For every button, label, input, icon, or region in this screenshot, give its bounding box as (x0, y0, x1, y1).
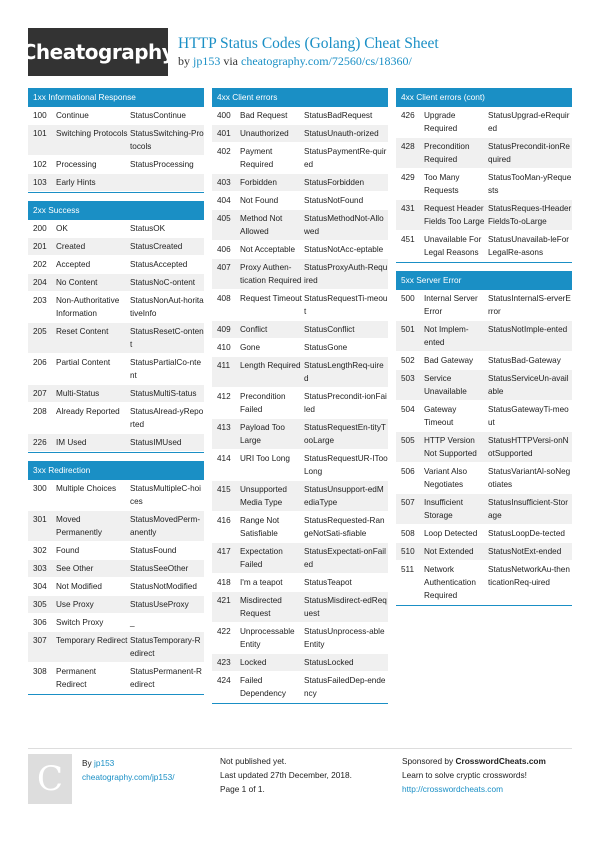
status-section (396, 271, 572, 606)
status-name: Bad Request (240, 111, 288, 120)
go-constant: StatusReques-tHeaderFieldsTo-oLarge (488, 204, 572, 226)
table-row (396, 231, 572, 262)
go-constant: StatusInsufficient-Storage (488, 498, 568, 520)
go-constant: StatusProxyAuth-Required (304, 263, 388, 285)
status-code: 400 (217, 111, 231, 120)
status-name: Misdirected Request (240, 596, 282, 618)
go-constant: StatusNotImple-ented (488, 325, 568, 334)
go-constant: StatusMovedPerm-anently (130, 515, 201, 537)
status-name: Internal Server Error (424, 294, 478, 316)
go-constant: StatusLoopDe-tected (488, 529, 565, 538)
section-divider (28, 192, 204, 193)
status-code: 451 (401, 235, 415, 244)
section-divider (396, 262, 572, 263)
status-name: Not Modified (56, 582, 102, 591)
column-3 (396, 88, 572, 614)
table-row (212, 574, 388, 592)
status-name: Locked (240, 658, 267, 667)
status-code: 405 (217, 214, 231, 223)
table-row (396, 432, 572, 463)
status-name: Created (56, 242, 86, 251)
table-row (396, 525, 572, 543)
go-constant: StatusLocked (304, 658, 354, 667)
status-name: Variant Also Negotiates (424, 467, 468, 489)
table-row (212, 450, 388, 481)
go-constant: StatusMultipleC-hoices (130, 484, 201, 506)
table-row (28, 256, 204, 274)
table-row (212, 174, 388, 192)
status-name: Early Hints (56, 178, 96, 187)
status-code: 409 (217, 325, 231, 334)
go-constant: StatusNetworkAu-thenticationReq-uired (488, 565, 570, 587)
table-row (28, 663, 204, 694)
table-row (212, 259, 388, 290)
table-row (396, 352, 572, 370)
go-constant (128, 176, 204, 189)
status-name: URI Too Long (240, 454, 290, 463)
status-code: 301 (33, 515, 47, 524)
status-name: Partial Content (56, 358, 111, 367)
table-row (212, 481, 388, 512)
table-row (212, 654, 388, 672)
go-constant: StatusMultiS-tatus (130, 389, 197, 398)
table-row (396, 169, 572, 200)
page-footer (28, 748, 572, 808)
page-number: Page 1 of 1. (220, 784, 265, 794)
go-constant: StatusTemporary-Redirect (130, 636, 201, 658)
footer-author-url[interactable]: cheatography.com/jp153/ (82, 772, 175, 782)
table-row (28, 238, 204, 256)
status-name: Service Unavailable (424, 374, 467, 396)
go-constant: StatusNotModified (130, 582, 197, 591)
by-prefix: by (178, 54, 193, 68)
section-header: 2xx Success (28, 201, 204, 220)
status-name: Range Not Satisfiable (240, 516, 280, 538)
go-constant: StatusUpgrad-eRequired (488, 111, 570, 133)
status-code: 407 (217, 263, 231, 272)
status-name: Payment Required (240, 147, 274, 169)
status-code: 204 (33, 278, 47, 287)
status-name: Not Implem-ented (424, 325, 469, 347)
status-name: Loop Detected (424, 529, 478, 538)
status-name: I'm a teapot (240, 578, 283, 587)
go-constant: StatusFound (130, 546, 177, 555)
status-code: 304 (33, 582, 47, 591)
status-code: 431 (401, 204, 415, 213)
status-code: 202 (33, 260, 47, 269)
table-row (212, 107, 388, 125)
status-section (28, 88, 204, 193)
go-constant: StatusHTTPVersi-onNotSupported (488, 436, 569, 458)
status-name: Gateway Timeout (424, 405, 457, 427)
table-row (396, 561, 572, 605)
go-constant: StatusNotExt-ended (488, 547, 562, 556)
table-row (212, 512, 388, 543)
status-name: Failed Dependency (240, 676, 286, 698)
status-section (28, 201, 204, 453)
section-header: 4xx Client errors (212, 88, 388, 107)
status-code: 404 (217, 196, 231, 205)
table-row (28, 560, 204, 578)
go-constant: StatusUnprocess-ableEntity (304, 627, 385, 649)
status-code: 511 (401, 565, 415, 574)
section-divider (28, 694, 204, 695)
table-row (28, 511, 204, 542)
table-row (396, 463, 572, 494)
section-header: 5xx Server Error (396, 271, 572, 290)
go-constant: StatusUnavailab-leForLegalRe-asons (488, 235, 570, 257)
table-row (28, 578, 204, 596)
table-row (396, 290, 572, 321)
status-code: 205 (33, 327, 47, 336)
status-code: 424 (217, 676, 231, 685)
go-constant: StatusResetC-ontent (130, 327, 204, 349)
go-constant: StatusLengthReq-uired (304, 361, 384, 383)
status-code: 501 (401, 325, 415, 334)
table-row (212, 419, 388, 450)
go-constant: StatusMethodNot-Allowed (304, 214, 384, 236)
table-row (28, 125, 204, 156)
status-name: Use Proxy (56, 600, 94, 609)
go-constant: StatusPrecondit-ionFailed (304, 392, 387, 414)
status-name: OK (56, 224, 68, 233)
status-code: 306 (33, 618, 47, 627)
status-code: 102 (33, 160, 47, 169)
sheet-url-link[interactable]: cheatography.com/72560/cs/18360/ (241, 54, 412, 68)
status-code: 305 (33, 600, 47, 609)
table-row (28, 614, 204, 632)
go-constant: StatusNotFound (304, 196, 364, 205)
table-row (28, 632, 204, 663)
table-row (396, 370, 572, 401)
go-constant: StatusOK (130, 224, 166, 233)
go-constant: StatusVariantAl-soNegotiates (488, 467, 571, 489)
table-row (212, 241, 388, 259)
table-row (28, 596, 204, 614)
section-divider (212, 703, 388, 704)
go-constant: StatusTooMan-yRequests (488, 173, 572, 195)
status-name: IM Used (56, 438, 87, 447)
status-code: 417 (217, 547, 231, 556)
table-row (212, 321, 388, 339)
published-status: Not published yet. (220, 756, 287, 766)
status-code: 416 (217, 516, 231, 525)
footer-author-link[interactable]: jp153 (94, 758, 115, 768)
sponsor-name: CrosswordCheats.com (455, 756, 546, 766)
go-constant: StatusUnsupport-edMediaType (304, 485, 384, 507)
footer-status (220, 754, 352, 796)
status-code: 412 (217, 392, 231, 401)
go-constant: StatusForbidden (304, 178, 365, 187)
table-row (28, 403, 204, 434)
go-constant: StatusPrecondit-ionRequired (488, 142, 570, 164)
footer-author (28, 754, 204, 804)
status-name: Upgrade Required (424, 111, 458, 133)
status-code: 103 (33, 178, 47, 187)
table-row (28, 174, 204, 192)
section-divider (396, 605, 572, 606)
status-name: Gone (240, 343, 261, 352)
go-constant: StatusInternalS-erverError (488, 294, 571, 316)
table-row (212, 210, 388, 241)
status-code: 100 (33, 111, 47, 120)
go-constant: StatusGatewayTi-meout (488, 405, 569, 427)
go-constant: StatusAccepted (130, 260, 188, 269)
status-name: Method Not Allowed (240, 214, 283, 236)
status-name: Not Acceptable (240, 245, 296, 254)
byline (178, 53, 439, 69)
status-name: Found (56, 546, 80, 555)
section-divider (28, 452, 204, 453)
go-constant: StatusIMUsed (130, 438, 182, 447)
status-code: 406 (217, 245, 231, 254)
status-name: Precondition Failed (240, 392, 286, 414)
status-name: Conflict (240, 325, 268, 334)
status-code: 423 (217, 658, 231, 667)
status-code: 510 (401, 547, 415, 556)
status-name: Multi-Status (56, 389, 100, 398)
status-code: 429 (401, 173, 415, 182)
go-constant: StatusUnauth-orized (304, 129, 379, 138)
sponsor-prefix: Sponsored by (402, 756, 456, 766)
status-code: 201 (33, 242, 47, 251)
status-code: 428 (401, 142, 415, 151)
status-name: Moved Permanently (56, 515, 102, 537)
status-code: 402 (217, 147, 231, 156)
status-code: 401 (217, 129, 231, 138)
status-name: Insufficient Storage (424, 498, 463, 520)
status-name: Not Extended (424, 547, 474, 556)
status-name: HTTP Version Not Supported (424, 436, 477, 458)
status-name: Forbidden (240, 178, 277, 187)
status-code: 508 (401, 529, 415, 538)
section-header: 4xx Client errors (cont) (396, 88, 572, 107)
status-name: Switch Proxy (56, 618, 104, 627)
author-link[interactable]: jp153 (193, 54, 221, 68)
go-constant: StatusTeapot (304, 578, 352, 587)
status-name: Accepted (56, 260, 91, 269)
go-constant: StatusPermanent-Redirect (130, 667, 202, 689)
page-title: HTTP Status Codes (Golang) Cheat Sheet (178, 35, 439, 52)
sponsor-tagline: Learn to solve cryptic crosswords! (402, 770, 527, 780)
status-code: 503 (401, 374, 415, 383)
go-constant: StatusPartialCo-ntent (130, 358, 201, 380)
status-name: Request Timeout (240, 294, 302, 303)
go-constant: StatusFailedDep-endency (304, 676, 386, 698)
table-row (212, 592, 388, 623)
status-name: Unsupported Media Type (240, 485, 287, 507)
table-row (28, 354, 204, 385)
table-row (28, 292, 204, 323)
go-constant: StatusGone (304, 343, 348, 352)
status-name: Permanent Redirect (56, 667, 97, 689)
table-row (212, 125, 388, 143)
go-constant: StatusUseProxy (130, 600, 189, 609)
table-row (396, 321, 572, 352)
status-name: Network Authentication Required (424, 565, 476, 600)
go-constant: StatusContinue (130, 111, 186, 120)
go-constant: StatusBadRequest (304, 111, 373, 120)
go-constant: StatusRequestUR-ITooLong (304, 454, 388, 476)
table-row (212, 672, 388, 703)
table-row (212, 290, 388, 321)
section-header: 1xx Informational Response (28, 88, 204, 107)
status-code: 421 (217, 596, 231, 605)
table-row (212, 543, 388, 574)
go-constant: StatusMisdirect-edRequest (304, 596, 387, 618)
section-header: 3xx Redirection (28, 461, 204, 480)
table-row (212, 339, 388, 357)
status-code: 504 (401, 405, 415, 414)
status-name: Already Reported (56, 407, 120, 416)
table-row (396, 107, 572, 138)
footer-by-label: By (82, 758, 94, 768)
go-constant: StatusExpectati-onFailed (304, 547, 386, 569)
go-constant: StatusConflict (304, 325, 355, 334)
table-row (28, 385, 204, 403)
status-code: 411 (217, 361, 231, 370)
status-code: 415 (217, 485, 231, 494)
go-constant: StatusProcessing (130, 160, 194, 169)
status-name: Proxy Authen-tication Required (240, 263, 302, 285)
status-code: 303 (33, 564, 47, 573)
page-header (21, 28, 572, 76)
table-row (396, 494, 572, 525)
status-name: Unprocessable Entity (240, 627, 295, 649)
status-section (212, 88, 388, 704)
status-code: 500 (401, 294, 415, 303)
status-code: 226 (33, 438, 47, 447)
table-row (212, 357, 388, 388)
status-code: 410 (217, 343, 231, 352)
status-code: 418 (217, 578, 231, 587)
status-code: 203 (33, 296, 47, 305)
go-constant: StatusRequestEn-tityTooLarge (304, 423, 386, 445)
status-code: 208 (33, 407, 47, 416)
status-name: Too Many Requests (424, 173, 460, 195)
sponsor-link[interactable]: http://crosswordcheats.com (402, 784, 503, 794)
status-code: 414 (217, 454, 231, 463)
last-updated: Last updated 27th December, 2018. (220, 770, 352, 780)
status-name: Bad Gateway (424, 356, 474, 365)
status-name: Processing (56, 160, 97, 169)
go-constant: StatusRequested-RangeNotSati-sfiable (304, 516, 385, 538)
table-row (28, 107, 204, 125)
status-code: 506 (401, 467, 415, 476)
status-name: Temporary Redirect (56, 636, 128, 645)
status-code: 505 (401, 436, 415, 445)
status-name: Non-Authoritative Information (56, 296, 120, 318)
title-block (178, 35, 439, 69)
table-row (28, 220, 204, 238)
status-name: Continue (56, 111, 89, 120)
cheatography-c-icon: C (28, 754, 72, 804)
status-name: Request Header Fields Too Large (424, 204, 485, 226)
go-constant: StatusNoC-ontent (130, 278, 196, 287)
go-constant: StatusRequestTi-meout (304, 294, 388, 316)
table-row (212, 388, 388, 419)
column-2 (212, 88, 388, 712)
status-code: 307 (33, 636, 47, 645)
go-constant: StatusAlread-yReported (130, 407, 204, 429)
table-row (396, 543, 572, 561)
status-name: Unavailable For Legal Reasons (424, 235, 482, 257)
status-name: Unauthorized (240, 129, 289, 138)
status-name: Length Required (240, 361, 301, 370)
via-text: via (220, 54, 242, 68)
status-code: 300 (33, 484, 47, 493)
status-code: 422 (217, 627, 231, 636)
status-section (396, 88, 572, 263)
status-section (28, 461, 204, 695)
status-code: 308 (33, 667, 47, 676)
status-name: Switching Protocols (56, 129, 128, 138)
status-code: 302 (33, 546, 47, 555)
go-constant: StatusNotAcc-eptable (304, 245, 384, 254)
table-row (212, 143, 388, 174)
go-constant: _ (130, 618, 135, 627)
table-row (396, 401, 572, 432)
go-constant: StatusServiceUn-available (488, 374, 569, 396)
table-row (28, 434, 204, 452)
status-code: 101 (33, 129, 47, 138)
status-code: 426 (401, 111, 415, 120)
status-code: 502 (401, 356, 415, 365)
table-row (212, 623, 388, 654)
status-name: Multiple Choices (56, 484, 117, 493)
status-code: 403 (217, 178, 231, 187)
go-constant: StatusNonAut-horitativeInfo (130, 296, 204, 318)
status-code: 200 (33, 224, 47, 233)
table-row (28, 323, 204, 354)
status-code: 507 (401, 498, 415, 507)
status-name: Reset Content (56, 327, 109, 336)
go-constant: StatusBad-Gateway (488, 356, 561, 365)
status-name: Payload Too Large (240, 423, 285, 445)
status-name: Precondition Required (424, 142, 470, 164)
status-code: 207 (33, 389, 47, 398)
status-name: See Other (56, 564, 94, 573)
table-row (28, 156, 204, 174)
cheatography-logo[interactable]: Cheatography (28, 28, 168, 76)
go-constant: StatusSwitching-Protocols (130, 129, 204, 151)
status-name: Expectation Failed (240, 547, 283, 569)
table-row (396, 200, 572, 231)
status-code: 206 (33, 358, 47, 367)
status-code: 408 (217, 294, 231, 303)
table-row (28, 274, 204, 292)
go-constant: StatusPaymentRe-quired (304, 147, 387, 169)
table-row (28, 480, 204, 511)
status-name: No Content (56, 278, 98, 287)
status-name: Not Found (240, 196, 279, 205)
table-row (28, 542, 204, 560)
go-constant: StatusCreated (130, 242, 183, 251)
column-1 (28, 88, 204, 703)
table-row (212, 192, 388, 210)
footer-sponsor (402, 754, 546, 796)
status-code: 413 (217, 423, 231, 432)
table-row (396, 138, 572, 169)
go-constant: StatusSeeOther (130, 564, 189, 573)
